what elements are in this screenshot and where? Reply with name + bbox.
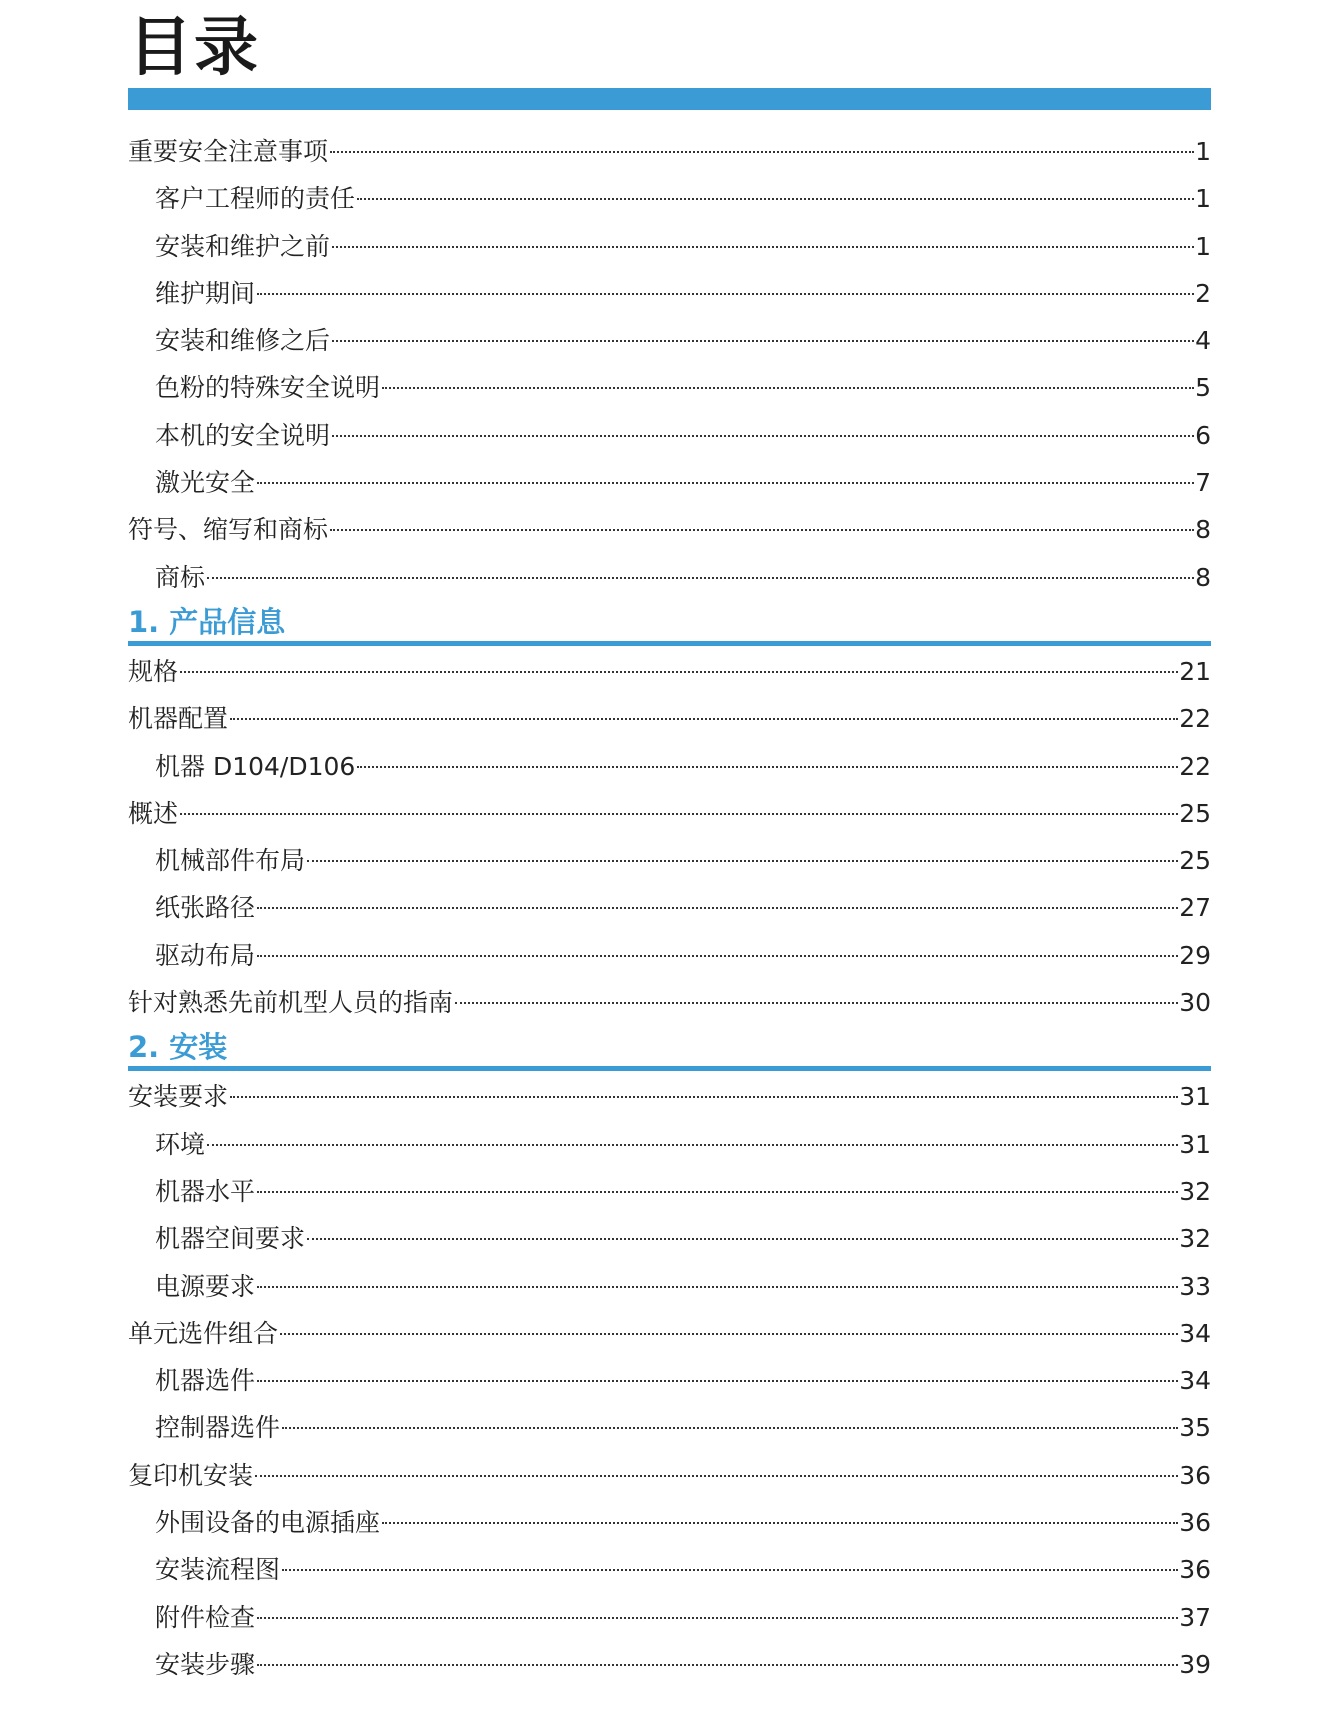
toc-page-number: 34 [1179, 1366, 1211, 1396]
toc-page-number: 35 [1179, 1413, 1211, 1443]
dot-leader [207, 577, 1194, 579]
toc-entry[interactable] [128, 1546, 1211, 1593]
dot-leader [257, 955, 1178, 957]
dot-leader [307, 860, 1178, 862]
toc-entry-label: 控制器选件 [155, 1413, 281, 1443]
toc-entry-label: 规格 [128, 656, 179, 686]
toc-page-number: 34 [1179, 1318, 1211, 1348]
toc-entry-label: 机器配置 [128, 704, 229, 734]
toc-entry[interactable] [128, 270, 1211, 317]
toc-entry-label: 驱动布局 [155, 940, 256, 970]
dot-leader [257, 907, 1178, 909]
toc-page-number: 32 [1179, 1224, 1211, 1254]
toc-page-number: 4 [1195, 326, 1211, 356]
dot-leader [257, 1286, 1178, 1288]
toc-entry[interactable] [128, 1641, 1211, 1688]
dot-leader [330, 151, 1194, 153]
toc-entry[interactable] [128, 1594, 1211, 1641]
toc-entry-label: 附件检查 [155, 1602, 256, 1632]
toc-entry-label: 符号、缩写和商标 [128, 515, 329, 545]
dot-leader [282, 1427, 1178, 1429]
toc-entry-label: 机器选件 [155, 1366, 256, 1396]
toc-entry-label: 商标 [155, 562, 206, 592]
chapter-rule [128, 1066, 1211, 1071]
toc-entry[interactable] [128, 1404, 1211, 1451]
toc-page-number: 37 [1179, 1602, 1211, 1632]
toc-entry-label: 外围设备的电源插座 [155, 1508, 381, 1538]
dot-leader [257, 1191, 1178, 1193]
toc-entry-label: 纸张路径 [155, 893, 256, 923]
toc-page-number: 22 [1179, 704, 1211, 734]
dot-leader [257, 1664, 1178, 1666]
toc-entry-label: 安装流程图 [155, 1555, 281, 1585]
page-title: 目录 [128, 11, 260, 85]
toc-page-number: 33 [1179, 1271, 1211, 1301]
toc-entry-label: 机器空间要求 [155, 1224, 306, 1254]
dot-leader [455, 1002, 1178, 1004]
chapter-heading[interactable] [128, 1026, 1211, 1071]
toc-page-number: 5 [1195, 373, 1211, 403]
toc-entry-label: 安装步骤 [155, 1649, 256, 1679]
toc-page-number: 22 [1179, 751, 1211, 781]
toc-page-number: 2 [1195, 278, 1211, 308]
toc-entry[interactable] [128, 364, 1211, 411]
toc-page-number: 32 [1179, 1176, 1211, 1206]
dot-leader [282, 1569, 1178, 1571]
toc-entry-label: 激光安全 [155, 468, 256, 498]
toc-entry-label: 安装和维修之后 [155, 326, 331, 356]
toc-entry[interactable] [128, 223, 1211, 270]
dot-leader [180, 671, 1178, 673]
toc-page-number: 31 [1179, 1082, 1211, 1112]
toc-entry-label: 针对熟悉先前机型人员的指南 [128, 988, 454, 1018]
dot-leader [307, 1238, 1178, 1240]
toc-page-number: 31 [1179, 1129, 1211, 1159]
toc-entry[interactable] [128, 1215, 1211, 1262]
dot-leader [332, 435, 1194, 437]
toc-page-number: 29 [1179, 940, 1211, 970]
toc-entry[interactable] [128, 1168, 1211, 1215]
dot-leader [257, 482, 1194, 484]
toc-entry-label: 本机的安全说明 [155, 420, 331, 450]
toc-entry[interactable] [128, 128, 1211, 175]
toc-entry[interactable] [128, 695, 1211, 742]
toc-page-number: 39 [1179, 1649, 1211, 1679]
dot-leader [330, 529, 1194, 531]
toc-entry[interactable] [128, 459, 1211, 506]
chapter-title: 2. 安装 [128, 1030, 228, 1065]
toc-entry[interactable] [128, 1357, 1211, 1404]
dot-leader [280, 1333, 1178, 1335]
dot-leader [257, 1617, 1178, 1619]
toc-entry[interactable] [128, 932, 1211, 979]
toc-entry[interactable] [128, 1452, 1211, 1499]
toc-entry[interactable] [128, 412, 1211, 459]
toc-entry-label: 客户工程师的责任 [155, 184, 356, 214]
toc-page-number: 7 [1195, 468, 1211, 498]
toc-entry-label: 机器 D104/D106 [155, 751, 356, 781]
dot-leader [332, 340, 1194, 342]
dot-leader [230, 1096, 1178, 1098]
dot-leader [180, 813, 1178, 815]
toc-entry-label: 重要安全注意事项 [128, 137, 329, 166]
dot-leader [257, 293, 1194, 295]
toc-entry[interactable] [128, 837, 1211, 884]
toc-entry[interactable] [128, 1310, 1211, 1357]
toc-page-number: 25 [1179, 846, 1211, 876]
toc-entry-label: 维护期间 [155, 278, 256, 308]
dot-leader [257, 1380, 1178, 1382]
toc-entry-label: 单元选件组合 [128, 1318, 279, 1348]
toc-entry[interactable] [128, 1263, 1211, 1310]
dot-leader [207, 1144, 1178, 1146]
chapter-heading[interactable] [128, 601, 1211, 646]
title-accent-bar [128, 88, 1211, 110]
chapter-rule [128, 641, 1211, 646]
toc-entry-label: 复印机安装 [128, 1460, 254, 1490]
dot-leader [332, 246, 1194, 248]
toc-page-number: 30 [1179, 988, 1211, 1018]
toc-page-number: 1 [1195, 231, 1211, 261]
toc-entry[interactable] [128, 790, 1211, 837]
toc-page-number: 1 [1195, 137, 1211, 166]
dot-leader [357, 766, 1178, 768]
toc-entry[interactable] [128, 1499, 1211, 1546]
chapter-title: 1. 产品信息 [128, 604, 286, 639]
toc-entry-label: 安装要求 [128, 1082, 229, 1112]
toc-entry-label: 环境 [155, 1129, 206, 1159]
toc-entry[interactable] [128, 743, 1211, 790]
toc-page-number: 36 [1179, 1555, 1211, 1585]
toc-page-number: 25 [1179, 798, 1211, 828]
toc-page-number: 1 [1195, 184, 1211, 214]
toc-entry[interactable] [128, 1073, 1211, 1120]
toc-entry[interactable] [128, 506, 1211, 553]
toc-page-number: 36 [1179, 1460, 1211, 1490]
toc-page-number: 21 [1179, 656, 1211, 686]
dot-leader [357, 198, 1194, 200]
toc-page-number: 6 [1195, 420, 1211, 450]
toc-entry-label: 安装和维护之前 [155, 231, 331, 261]
dot-leader [382, 1522, 1178, 1524]
toc-entry-label: 机器水平 [155, 1176, 256, 1206]
toc-entry[interactable] [128, 317, 1211, 364]
toc-entry[interactable] [128, 884, 1211, 931]
toc-entry[interactable] [128, 1121, 1211, 1168]
toc-page-number: 8 [1195, 562, 1211, 592]
toc-page-number: 8 [1195, 515, 1211, 545]
table-of-contents [128, 128, 1211, 1688]
toc-entry-label: 机械部件布局 [155, 846, 306, 876]
toc-page [128, 0, 1211, 1688]
toc-page-number: 36 [1179, 1508, 1211, 1538]
toc-page-number: 27 [1179, 893, 1211, 923]
dot-leader [255, 1475, 1178, 1477]
dot-leader [230, 718, 1178, 720]
toc-entry[interactable] [128, 175, 1211, 222]
toc-entry-label: 电源要求 [155, 1271, 256, 1301]
dot-leader [382, 387, 1194, 389]
toc-entry[interactable] [128, 554, 1211, 601]
toc-entry[interactable] [128, 979, 1211, 1026]
toc-entry-label: 色粉的特殊安全说明 [155, 373, 381, 403]
toc-entry-label: 概述 [128, 798, 179, 828]
toc-entry[interactable] [128, 648, 1211, 695]
